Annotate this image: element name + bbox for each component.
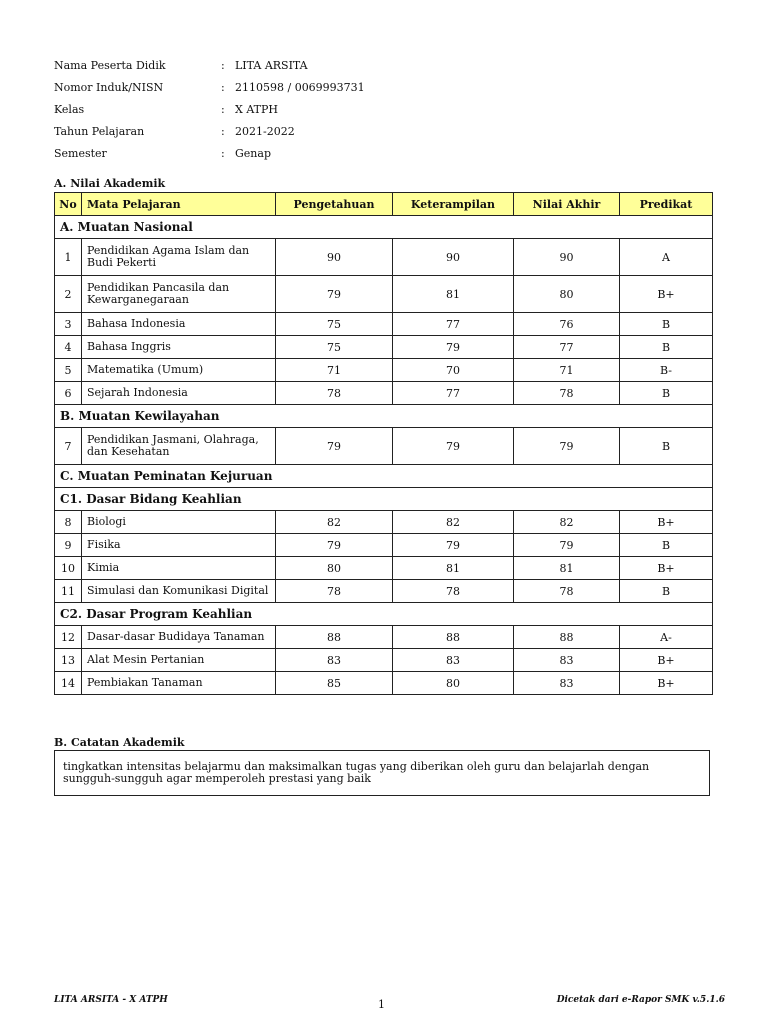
header-no: No xyxy=(55,193,82,216)
cell-pengetahuan: 79 xyxy=(276,276,393,313)
cell-nilai-akhir: 80 xyxy=(514,276,620,313)
cell-nilai-akhir: 79 xyxy=(514,428,620,465)
table-row xyxy=(55,313,713,336)
cell-subject: Pembiakan Tanaman xyxy=(82,672,276,695)
cell-subject: Matematika (Umum) xyxy=(82,359,276,382)
cell-keterampilan: 82 xyxy=(393,511,514,534)
identity-value: 2021-2022 xyxy=(235,124,295,138)
cell-subject: Pendidikan Agama Islam dan Budi Pekerti xyxy=(82,239,276,276)
cell-predikat: A xyxy=(620,239,713,276)
section-b-title: B. Catatan Akademik xyxy=(54,736,185,749)
cell-nilai-akhir: 78 xyxy=(514,580,620,603)
table-row xyxy=(55,672,713,695)
cell-keterampilan: 70 xyxy=(393,359,514,382)
header-nilai-akhir: Nilai Akhir xyxy=(514,193,620,216)
group-row xyxy=(55,216,713,239)
cell-pengetahuan: 71 xyxy=(276,359,393,382)
cell-no: 10 xyxy=(55,557,82,580)
table-row xyxy=(55,534,713,557)
cell-subject: Pendidikan Pancasila dan Kewarganegaraan xyxy=(82,276,276,313)
table-row xyxy=(55,580,713,603)
identity-value: X ATPH xyxy=(235,102,279,116)
cell-pengetahuan: 78 xyxy=(276,382,393,405)
identity-value: 2110598 / 0069993731 xyxy=(235,80,365,94)
cell-keterampilan: 88 xyxy=(393,626,514,649)
section-a-title: A. Nilai Akademik xyxy=(54,177,166,190)
cell-pengetahuan: 83 xyxy=(276,649,393,672)
cell-predikat: B+ xyxy=(620,649,713,672)
cell-keterampilan: 90 xyxy=(393,239,514,276)
cell-subject: Pendidikan Jasmani, Olahraga, dan Kesehatan xyxy=(82,428,276,465)
cell-nilai-akhir: 81 xyxy=(514,557,620,580)
footer-version: Dicetak dari e-Rapor SMK v.5.1.6 xyxy=(556,995,725,1005)
identity-label: Tahun Pelajaran xyxy=(54,124,145,138)
table-row xyxy=(55,336,713,359)
cell-predikat: B xyxy=(620,580,713,603)
table-row xyxy=(55,649,713,672)
table-row xyxy=(55,428,713,465)
cell-pengetahuan: 90 xyxy=(276,239,393,276)
cell-no: 1 xyxy=(55,239,82,276)
table-row xyxy=(55,239,713,276)
cell-keterampilan: 77 xyxy=(393,313,514,336)
cell-pengetahuan: 82 xyxy=(276,511,393,534)
cell-predikat: B xyxy=(620,336,713,359)
cell-subject: Dasar-dasar Budidaya Tanaman xyxy=(82,626,276,649)
cell-pengetahuan: 85 xyxy=(276,672,393,695)
group-row xyxy=(55,603,713,626)
identity-label: Nomor Induk/NISN xyxy=(54,80,164,94)
identity-value: Genap xyxy=(235,146,271,160)
group-title: C2. Dasar Program Keahlian xyxy=(55,603,713,626)
student-identity xyxy=(54,54,365,164)
cell-no: 12 xyxy=(55,626,82,649)
group-title: C1. Dasar Bidang Keahlian xyxy=(55,488,713,511)
cell-nilai-akhir: 71 xyxy=(514,359,620,382)
cell-nilai-akhir: 76 xyxy=(514,313,620,336)
group-row xyxy=(55,488,713,511)
cell-keterampilan: 79 xyxy=(393,428,514,465)
cell-predikat: B xyxy=(620,313,713,336)
cell-subject: Kimia xyxy=(82,557,276,580)
cell-subject: Bahasa Inggris xyxy=(82,336,276,359)
cell-no: 11 xyxy=(55,580,82,603)
cell-subject: Alat Mesin Pertanian xyxy=(82,649,276,672)
identity-row xyxy=(54,142,365,164)
cell-nilai-akhir: 83 xyxy=(514,672,620,695)
group-title: B. Muatan Kewilayahan xyxy=(55,405,713,428)
cell-no: 7 xyxy=(55,428,82,465)
identity-label: Nama Peserta Didik xyxy=(54,58,166,72)
cell-subject: Sejarah Indonesia xyxy=(82,382,276,405)
identity-colon: : xyxy=(221,80,225,94)
cell-no: 9 xyxy=(55,534,82,557)
cell-subject: Bahasa Indonesia xyxy=(82,313,276,336)
cell-keterampilan: 80 xyxy=(393,672,514,695)
cell-subject: Simulasi dan Komunikasi Digital xyxy=(82,580,276,603)
page-number: 1 xyxy=(378,998,385,1011)
cell-subject: Biologi xyxy=(82,511,276,534)
table-row xyxy=(55,511,713,534)
cell-keterampilan: 83 xyxy=(393,649,514,672)
cell-keterampilan: 81 xyxy=(393,276,514,313)
identity-value: LITA ARSITA xyxy=(235,58,308,72)
table-row xyxy=(55,626,713,649)
cell-predikat: B+ xyxy=(620,511,713,534)
cell-keterampilan: 81 xyxy=(393,557,514,580)
cell-no: 3 xyxy=(55,313,82,336)
cell-nilai-akhir: 82 xyxy=(514,511,620,534)
cell-pengetahuan: 80 xyxy=(276,557,393,580)
cell-pengetahuan: 75 xyxy=(276,313,393,336)
identity-label: Semester xyxy=(54,146,107,160)
cell-pengetahuan: 88 xyxy=(276,626,393,649)
identity-colon: : xyxy=(221,124,225,138)
identity-colon: : xyxy=(221,58,225,72)
table-header-row xyxy=(55,193,713,216)
cell-predikat: A- xyxy=(620,626,713,649)
cell-nilai-akhir: 79 xyxy=(514,534,620,557)
cell-predikat: B- xyxy=(620,359,713,382)
header-keterampilan: Keterampilan xyxy=(393,193,514,216)
cell-no: 13 xyxy=(55,649,82,672)
header-subject: Mata Pelajaran xyxy=(82,193,276,216)
cell-keterampilan: 79 xyxy=(393,336,514,359)
cell-nilai-akhir: 78 xyxy=(514,382,620,405)
group-title: A. Muatan Nasional xyxy=(55,216,713,239)
cell-subject: Fisika xyxy=(82,534,276,557)
identity-row xyxy=(54,120,365,142)
table-row xyxy=(55,557,713,580)
cell-no: 14 xyxy=(55,672,82,695)
cell-predikat: B xyxy=(620,428,713,465)
header-pengetahuan: Pengetahuan xyxy=(276,193,393,216)
header-predikat: Predikat xyxy=(620,193,713,216)
cell-nilai-akhir: 83 xyxy=(514,649,620,672)
group-row xyxy=(55,465,713,488)
cell-predikat: B+ xyxy=(620,276,713,313)
cell-keterampilan: 78 xyxy=(393,580,514,603)
identity-colon: : xyxy=(221,146,225,160)
academic-note: tingkatkan intensitas belajarmu dan maksimalkan tugas yang diberikan oleh guru dan belajarlah dengan sungguh-sungguh agar memperoleh prestasi yang baik xyxy=(54,750,710,796)
cell-keterampilan: 79 xyxy=(393,534,514,557)
identity-row xyxy=(54,54,365,76)
cell-no: 2 xyxy=(55,276,82,313)
cell-pengetahuan: 79 xyxy=(276,534,393,557)
cell-pengetahuan: 78 xyxy=(276,580,393,603)
identity-row xyxy=(54,98,365,120)
cell-predikat: B xyxy=(620,382,713,405)
cell-no: 6 xyxy=(55,382,82,405)
group-title: C. Muatan Peminatan Kejuruan xyxy=(55,465,713,488)
cell-predikat: B+ xyxy=(620,672,713,695)
cell-nilai-akhir: 88 xyxy=(514,626,620,649)
cell-no: 5 xyxy=(55,359,82,382)
grades-table xyxy=(54,192,713,695)
cell-pengetahuan: 75 xyxy=(276,336,393,359)
cell-nilai-akhir: 90 xyxy=(514,239,620,276)
identity-label: Kelas xyxy=(54,102,85,116)
cell-pengetahuan: 79 xyxy=(276,428,393,465)
cell-no: 4 xyxy=(55,336,82,359)
group-row xyxy=(55,405,713,428)
identity-colon: : xyxy=(221,102,225,116)
cell-nilai-akhir: 77 xyxy=(514,336,620,359)
table-row xyxy=(55,359,713,382)
cell-keterampilan: 77 xyxy=(393,382,514,405)
identity-row xyxy=(54,76,365,98)
cell-no: 8 xyxy=(55,511,82,534)
cell-predikat: B xyxy=(620,534,713,557)
table-row xyxy=(55,382,713,405)
footer-student: LITA ARSITA - X ATPH xyxy=(54,995,168,1005)
table-row xyxy=(55,276,713,313)
cell-predikat: B+ xyxy=(620,557,713,580)
